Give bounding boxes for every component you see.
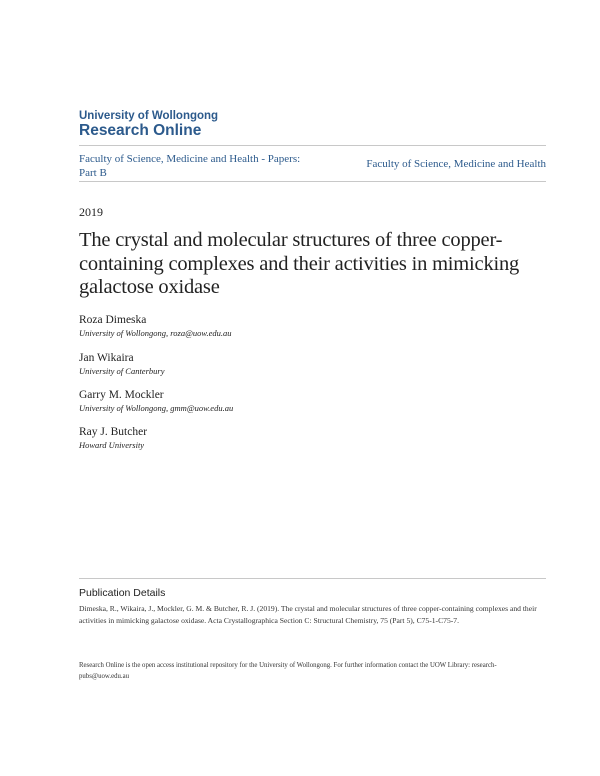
publication-year: 2019 xyxy=(79,205,103,219)
collection-divider xyxy=(79,181,546,182)
author-affiliation: Howard University xyxy=(79,440,145,450)
collection-link-faculty[interactable]: Faculty of Science, Medicine and Health xyxy=(366,158,546,170)
author-affiliation: University of Canterbury xyxy=(79,366,165,376)
author-block xyxy=(79,426,147,450)
author-name: Jan Wikaira xyxy=(79,352,134,364)
author-affiliation: University of Wollongong, roza@uow.edu.au xyxy=(79,328,232,338)
collection-link-parent[interactable]: Faculty of Science, Medicine and Health - Papers: Part B xyxy=(79,153,301,179)
top-divider xyxy=(79,145,546,146)
paper-title: The crystal and molecular structures of three copper-containing complexes and their activities in mimicking galactose oxidase xyxy=(79,229,520,298)
publication-details-text: Dimeska, R., Wikaira, J., Mockler, G. M. & Butcher, R. J. (2019). The crystal and molecular structures of three copper-containing complexes and their activities in mimicking galactose oxidase. Acta Crystallographica Section C: Structural Chemistry, 75 (Part 5), C75-1-C75-7. xyxy=(79,604,537,625)
author-affiliation: University of Wollongong, gmm@uow.edu.au xyxy=(79,403,234,413)
author-block xyxy=(79,389,233,413)
publication-divider xyxy=(79,578,546,579)
repository-name[interactable]: Research Online xyxy=(79,122,202,139)
author-name: Garry M. Mockler xyxy=(79,389,164,401)
university-name[interactable]: University of Wollongong xyxy=(79,110,219,122)
author-block xyxy=(79,314,231,338)
publication-details-heading: Publication Details xyxy=(79,587,166,599)
author-block xyxy=(79,352,164,376)
author-name: Ray J. Butcher xyxy=(79,426,148,438)
author-name: Roza Dimeska xyxy=(79,314,147,326)
repository-footer: Research Online is the open access institutional repository for the University of Wollongong. For further information contact the UOW Library: research-pubs@uow.edu.au xyxy=(79,662,497,680)
